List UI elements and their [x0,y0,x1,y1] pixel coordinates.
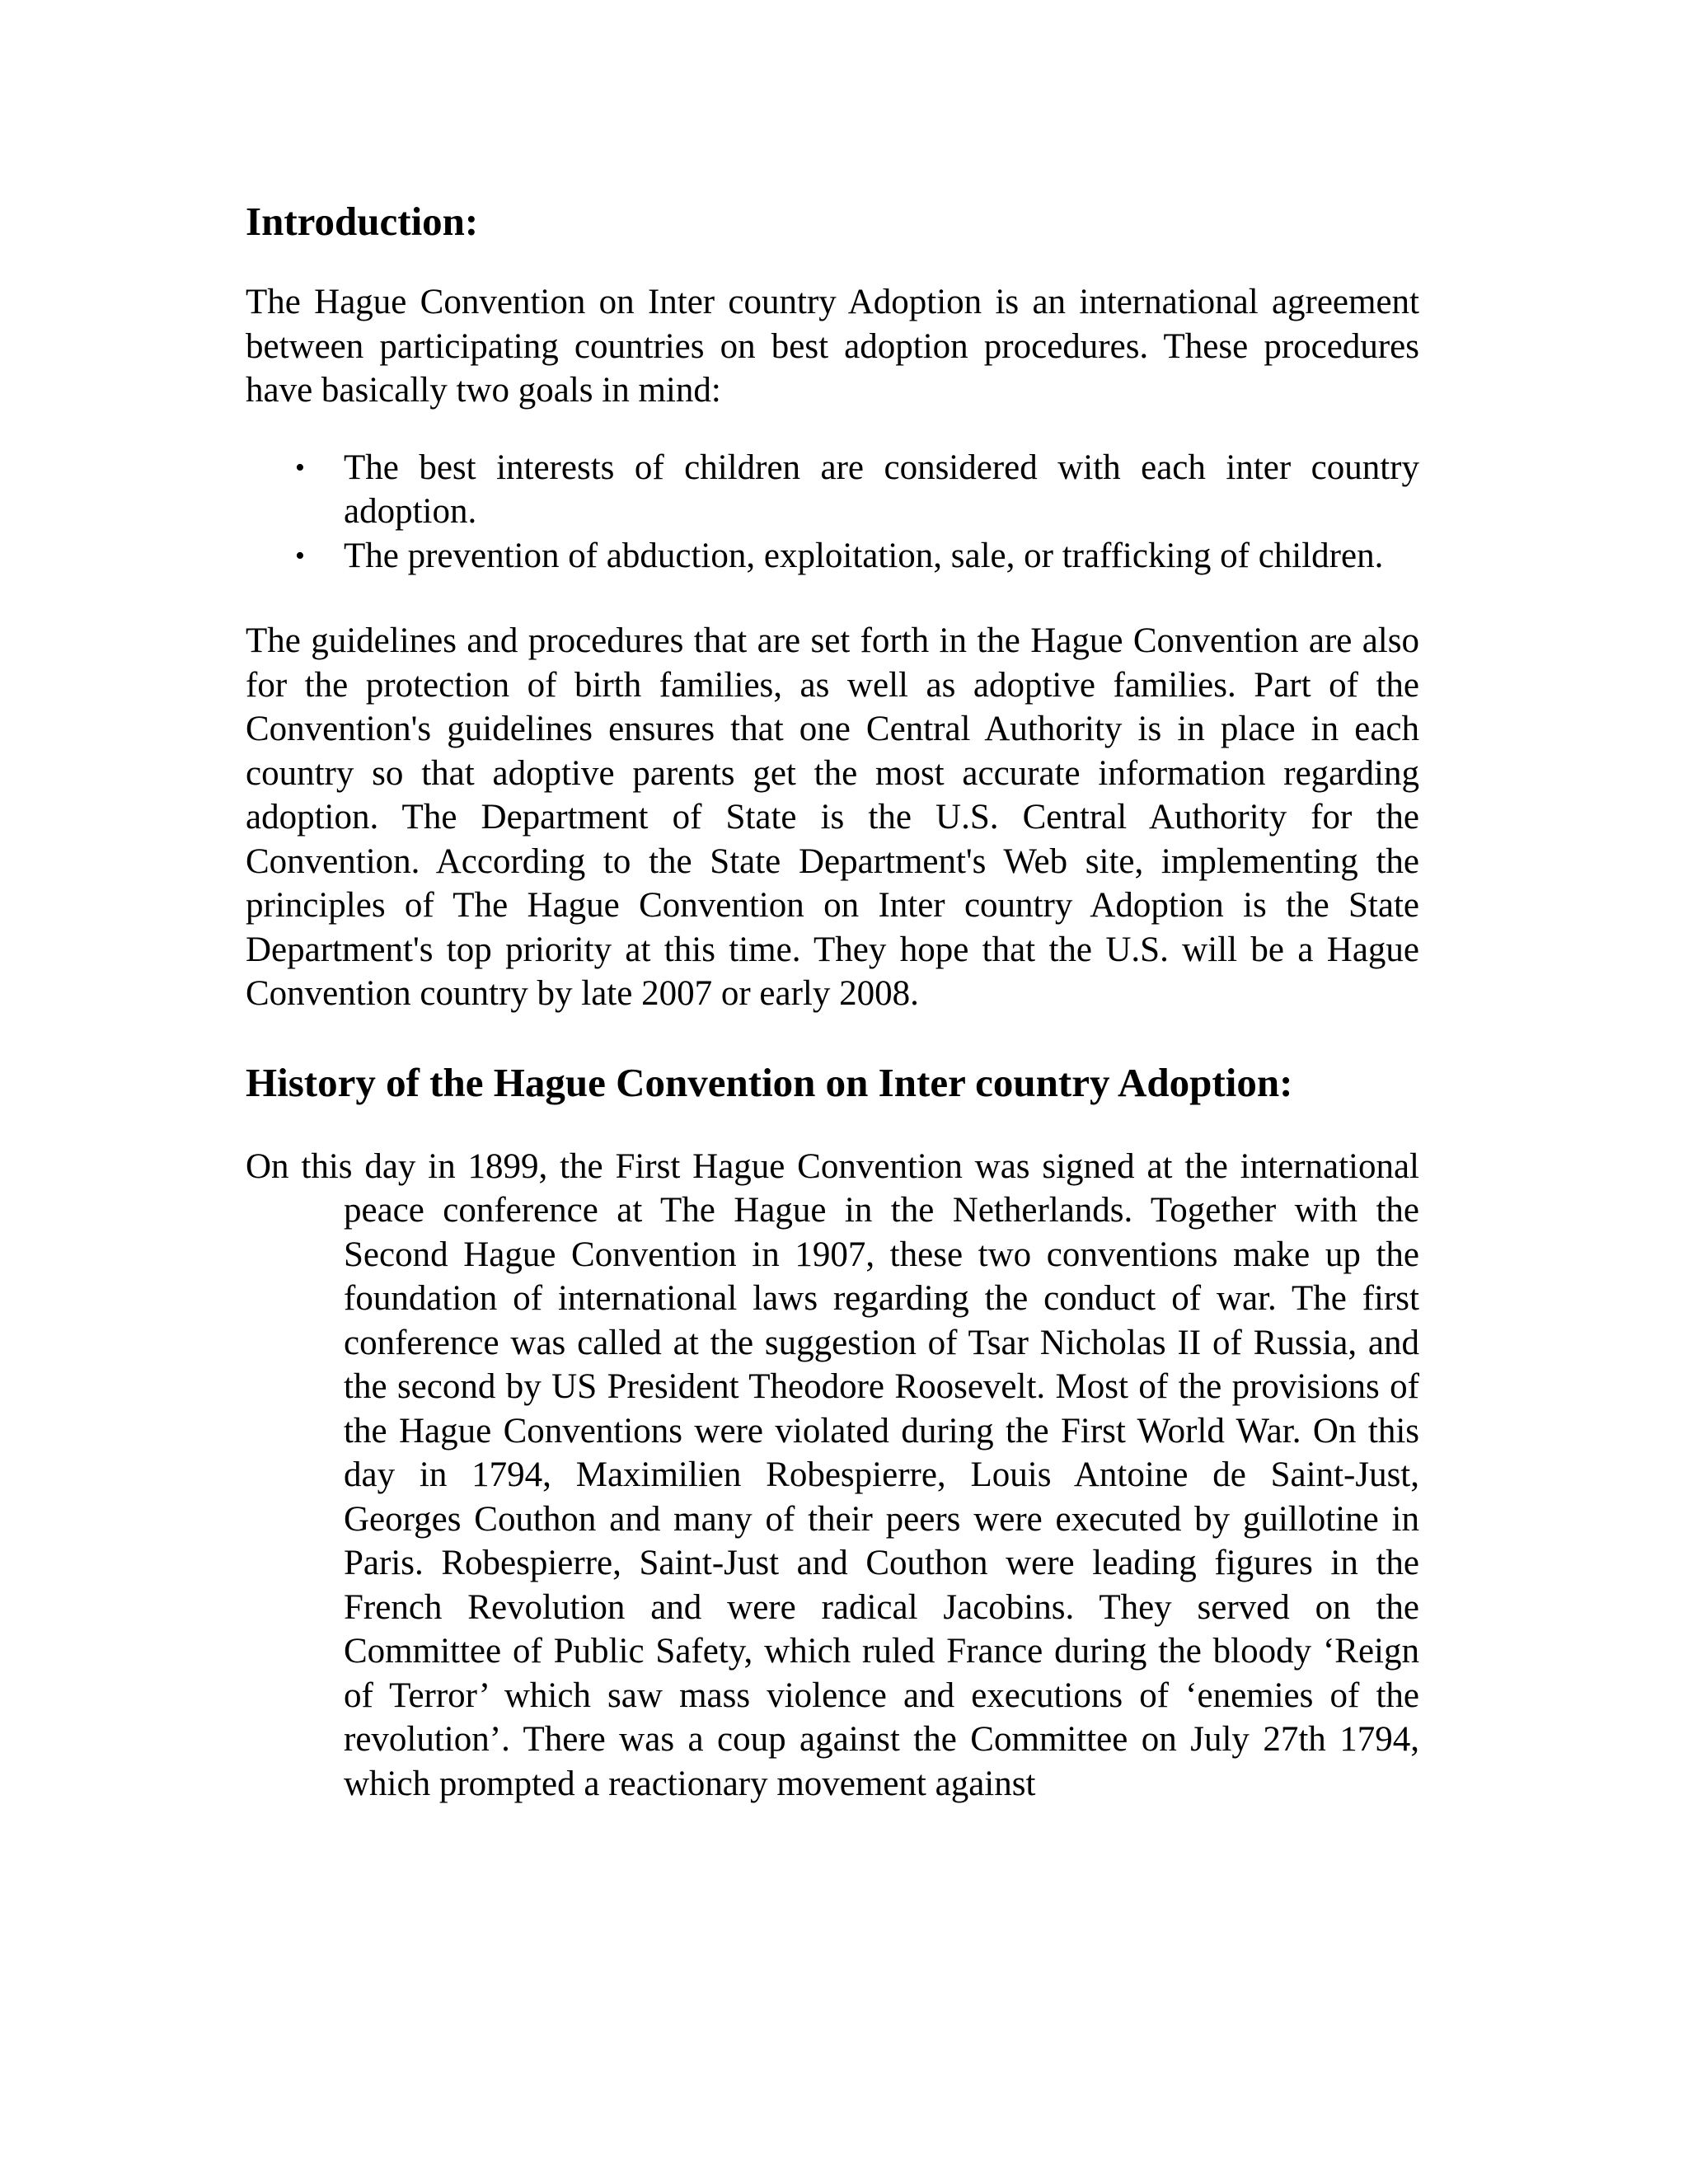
introduction-paragraph: The Hague Convention on Inter country Adoption is an international agreement between participating countries on best adoption procedures. These procedures have basically two goals in mind: [246,283,1419,410]
list-item [246,446,1419,534]
goal-text: The prevention of abduction, exploitation, sale, or trafficking of children. [344,536,1384,575]
guidelines-paragraph: The guidelines and procedures that are set forth in the Hague Convention are also for the protection of birth families, as well as adoptive families. Part of the Convention's guidelines ensures that one Central Authority is in place in each country so that adoptive parents get the most accurate information regarding adoption. The Department of State is the U.S. Central Authority for the Convention. According to the State Department's Web site, implementing the principles of The Hague Convention on Inter country Adoption is the State Department's top priority at this time. They hope that the U.S. will be a Hague Convention country by late 2007 or early 2008. [246,621,1419,1013]
goals-list [246,446,1419,579]
introduction-heading: Introduction: [246,199,479,244]
document-page [246,196,1419,1806]
bullet-icon: • [295,452,305,483]
history-heading: History of the Hague Convention on Inter country Adoption: [246,1059,1293,1105]
goal-text: The best interests of children are considered with each inter country adoption. [344,448,1419,531]
history-paragraph: On this day in 1899, the First Hague Convention was signed at the international peace conference at The Hague in the Netherlands. Together with the Second Hague Convention in 1907, these two conventions make up the foundation of international laws regarding the conduct of war. The first conference was called at the suggestion of Tsar Nicholas II of Russia, and the second by US President Theodore Roosevelt. Most of the provisions of the Hague Conventions were violated during the First World War. On this day in 1794, Maximilien Robespierre, Louis Antoine de Saint-Just, Georges Couthon and many of their peers were executed by guillotine in Paris. Robespierre, Saint-Just and Couthon were leading figures in the French Revolution and were radical Jacobins. They served on the Committee of Public Safety, which ruled France during the bloody ‘Reign of Terror’ which saw mass violence and executions of ‘enemies of the revolution’. There was a coup against the Committee on July 27th 1794, which prompted a reactionary movement against [246,1146,1419,1803]
list-item [246,534,1419,579]
bullet-icon: • [295,540,305,571]
